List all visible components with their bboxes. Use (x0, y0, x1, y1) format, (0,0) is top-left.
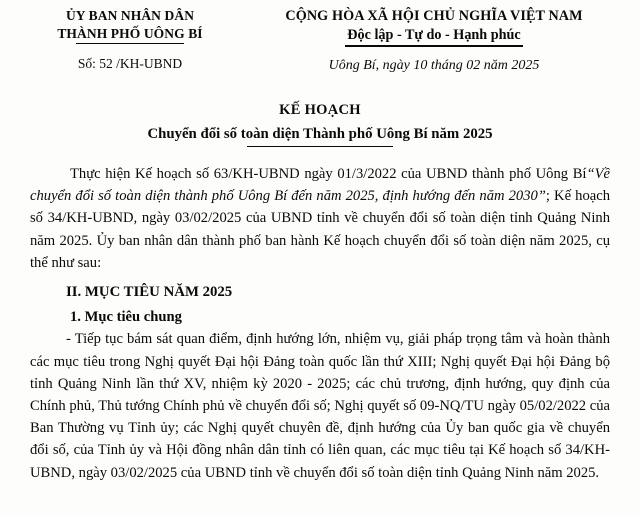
preamble-paragraph (30, 163, 610, 274)
preamble-text-part-1: Thực hiện Kế hoạch số 63/KH-UBND ngày 01/3/2022 của UBND thành phố Uông Bí (70, 166, 587, 182)
agency-name-line-1: ỦY BAN NHÂN DÂN (65, 8, 195, 23)
general-objectives-bullet: - Tiếp tục bám sát quan điểm, định hướng lớn, nhiệm vụ, giải pháp trọng tâm và hoàn thành các mục tiêu trong Nghị quyết Đại hội Đảng toàn quốc lần thứ XIII; Nghị quyết Đại hội Đảng bộ tỉnh Quảng Ninh lần thứ XV, nhiệm kỳ 2020 - 2025; các chủ trương, định hướng, quy định của Chính phủ, Thủ tướng Chính phủ về chuyển đổi số; Nghị quyết số 09-NQ/TU ngày 05/02/2022 của Ban Thường vụ Tỉnh ủy; các Nghị quyết chuyên đề, định hướng của Ủy ban quốc gia về chuyển đổi số, của Tỉnh ủy và Hội đồng nhân dân tỉnh có liên quan, các mục tiêu tại Kế hoạch số 34/KH-UBND, ngày 03/02/2025 của UBND tỉnh về chuyển đổi số toàn diện tỉnh Quảng Ninh năm 2025. (30, 331, 611, 481)
issuing-agency-block (14, 7, 246, 72)
subsection-heading-general-objectives: 1. Mục tiêu chung (70, 309, 182, 326)
document-title-block (0, 101, 640, 144)
section-heading-objectives: II. MỤC TIÊU NĂM 2025 (66, 284, 233, 301)
document-body (30, 144, 610, 484)
preamble-text-part-2: ; Kế hoạch số 34/KH-UBND, ngày 03/02/2025 của UBND tỉnh về chuyển đổi số toàn diện tỉnh Quảng Ninh năm 2025. Ủy ban nhân dân thành phố ban hành Kế hoạch chuyển đổi số toàn diện năm 2025, cụ thể như sau: (30, 188, 610, 271)
referenced-plan-title: “Về chuyển đổi số toàn diện thành phố Uông Bí đến năm 2025, định hướng đến năm 2030” (30, 166, 610, 205)
national-heading-block (246, 7, 622, 75)
national-motto: Độc lập - Tự do - Hạnh phúc (347, 27, 521, 43)
national-title: CỘNG HÒA XÃ HỘI CHỦ NGHĨA VIỆT NAM (285, 8, 583, 24)
document-header (0, 0, 640, 75)
document-subtitle: Chuyển đổi số toàn diện Thành phố Uông Bí năm 2025 (147, 126, 493, 142)
document-number: Số: 52 /KH-UBND (77, 56, 183, 71)
document-type-title: KẾ HOẠCH (279, 102, 361, 118)
place-and-date: Uông Bí, ngày 10 tháng 02 năm 2025 (328, 58, 540, 73)
agency-name-line-2: THÀNH PHỐ UÔNG BÍ (57, 25, 203, 41)
